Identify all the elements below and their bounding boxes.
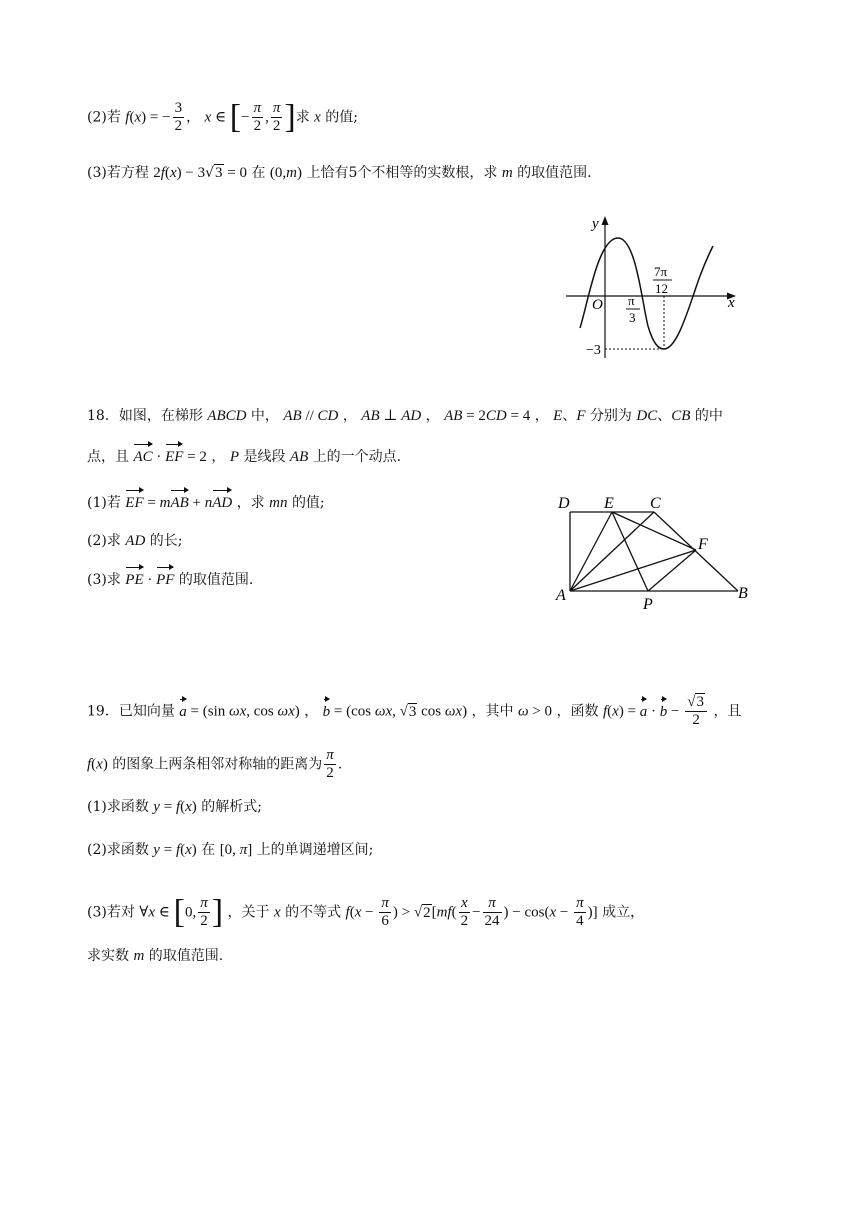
q19-part3: (3)若对 ∀x ∈ [0, $\frac{\pi}{2}$ ] ，关于 x 的不等式 f(x − $\frac{\pi}{6}$ ) > √2[mf( $\frac{x}{2}$ − $\frac{\pi}{24}$ ) − cos(x − $\frac{\pi}{4}$ )] 成立，	[87, 893, 645, 931]
label-origin: O	[592, 297, 603, 313]
label-A: A	[556, 587, 566, 604]
q18-part2: (2)求 AD 的长;	[87, 533, 183, 549]
label-y: y	[592, 216, 599, 232]
label-P: P	[643, 596, 653, 613]
label-C: C	[650, 495, 661, 512]
q19-part1: (1)求函数 y = f(x) 的解析式;	[87, 799, 262, 815]
q18-stem-line2: 点，且 AC · EF = 2 ， P 是线段 AB 上的一个动点.	[87, 449, 402, 465]
sine-curve	[580, 238, 713, 349]
q18-stem-line1: 18．如图，在梯形 ABCD 中， AB // CD ， AB ⊥ AD ， AB = 2CD = 4 ， E、F 分别为 DC、CB 的中	[87, 408, 723, 424]
q18-part1: (1)若 EF = mAB + nAD ，求 mn 的值;	[87, 495, 325, 511]
label-D: D	[558, 495, 570, 512]
math-fx-eq: f	[125, 109, 130, 126]
sine-graph	[560, 208, 760, 368]
label-pi3-num: π	[628, 293, 635, 308]
edge-CB	[654, 512, 738, 591]
segment-PF	[648, 550, 696, 591]
y-axis-arrow-icon	[602, 216, 609, 225]
q17-part2: (2)若 f(x) = − $\frac{3}{2}$ ， x ∈ [− $\frac{\pi}{2}$ , $\frac{\pi}{2}$ ]求 x 的值;	[87, 98, 358, 136]
label-7pi12-num: 7π	[654, 264, 668, 279]
label-7pi12-den: 12	[655, 281, 668, 296]
label-E: E	[604, 495, 614, 512]
q19-stem-line1: 19．已知向量 a = (sin ωx, cos ωx) ， b = (cos ωx, √3 cos ωx) ，其中 ω > 0 ，函数 f(x) = a · b − $\frac{√3}{2}$ ，且	[87, 694, 742, 728]
q19-part3-line2: 求实数 m 的取值范围.	[87, 948, 224, 964]
segment-EF	[612, 512, 696, 550]
q19-stem-line2: f(x) 的图象上两条相邻对称轴的距离为 $\frac{\pi}{2}$ .	[87, 747, 343, 781]
fraction-3-2: $\frac{3}{2}$	[174, 100, 183, 134]
trapezoid-figure	[550, 490, 760, 618]
fraction-pi-2: $\frac{\pi}{2}$	[253, 100, 262, 134]
segment-AC	[570, 512, 654, 591]
label-F: F	[698, 536, 708, 553]
label-B: B	[738, 585, 748, 602]
label-pi3-den: 3	[629, 310, 636, 325]
q17-part3: (3)若方程 2f(x) − 3√3 = 0 在 (0,m) 上恰有5个不相等的实数根，求 m 的取值范围.	[87, 165, 592, 181]
q18-part3: (3)求 PE · PF 的取值范围.	[87, 572, 254, 588]
q19-part2: (2)求函数 y = f(x) 在 [0, π] 上的单调递增区间;	[87, 842, 374, 858]
label-min: −3	[586, 343, 601, 358]
segment-EP	[612, 512, 648, 591]
label-x: x	[728, 295, 735, 311]
